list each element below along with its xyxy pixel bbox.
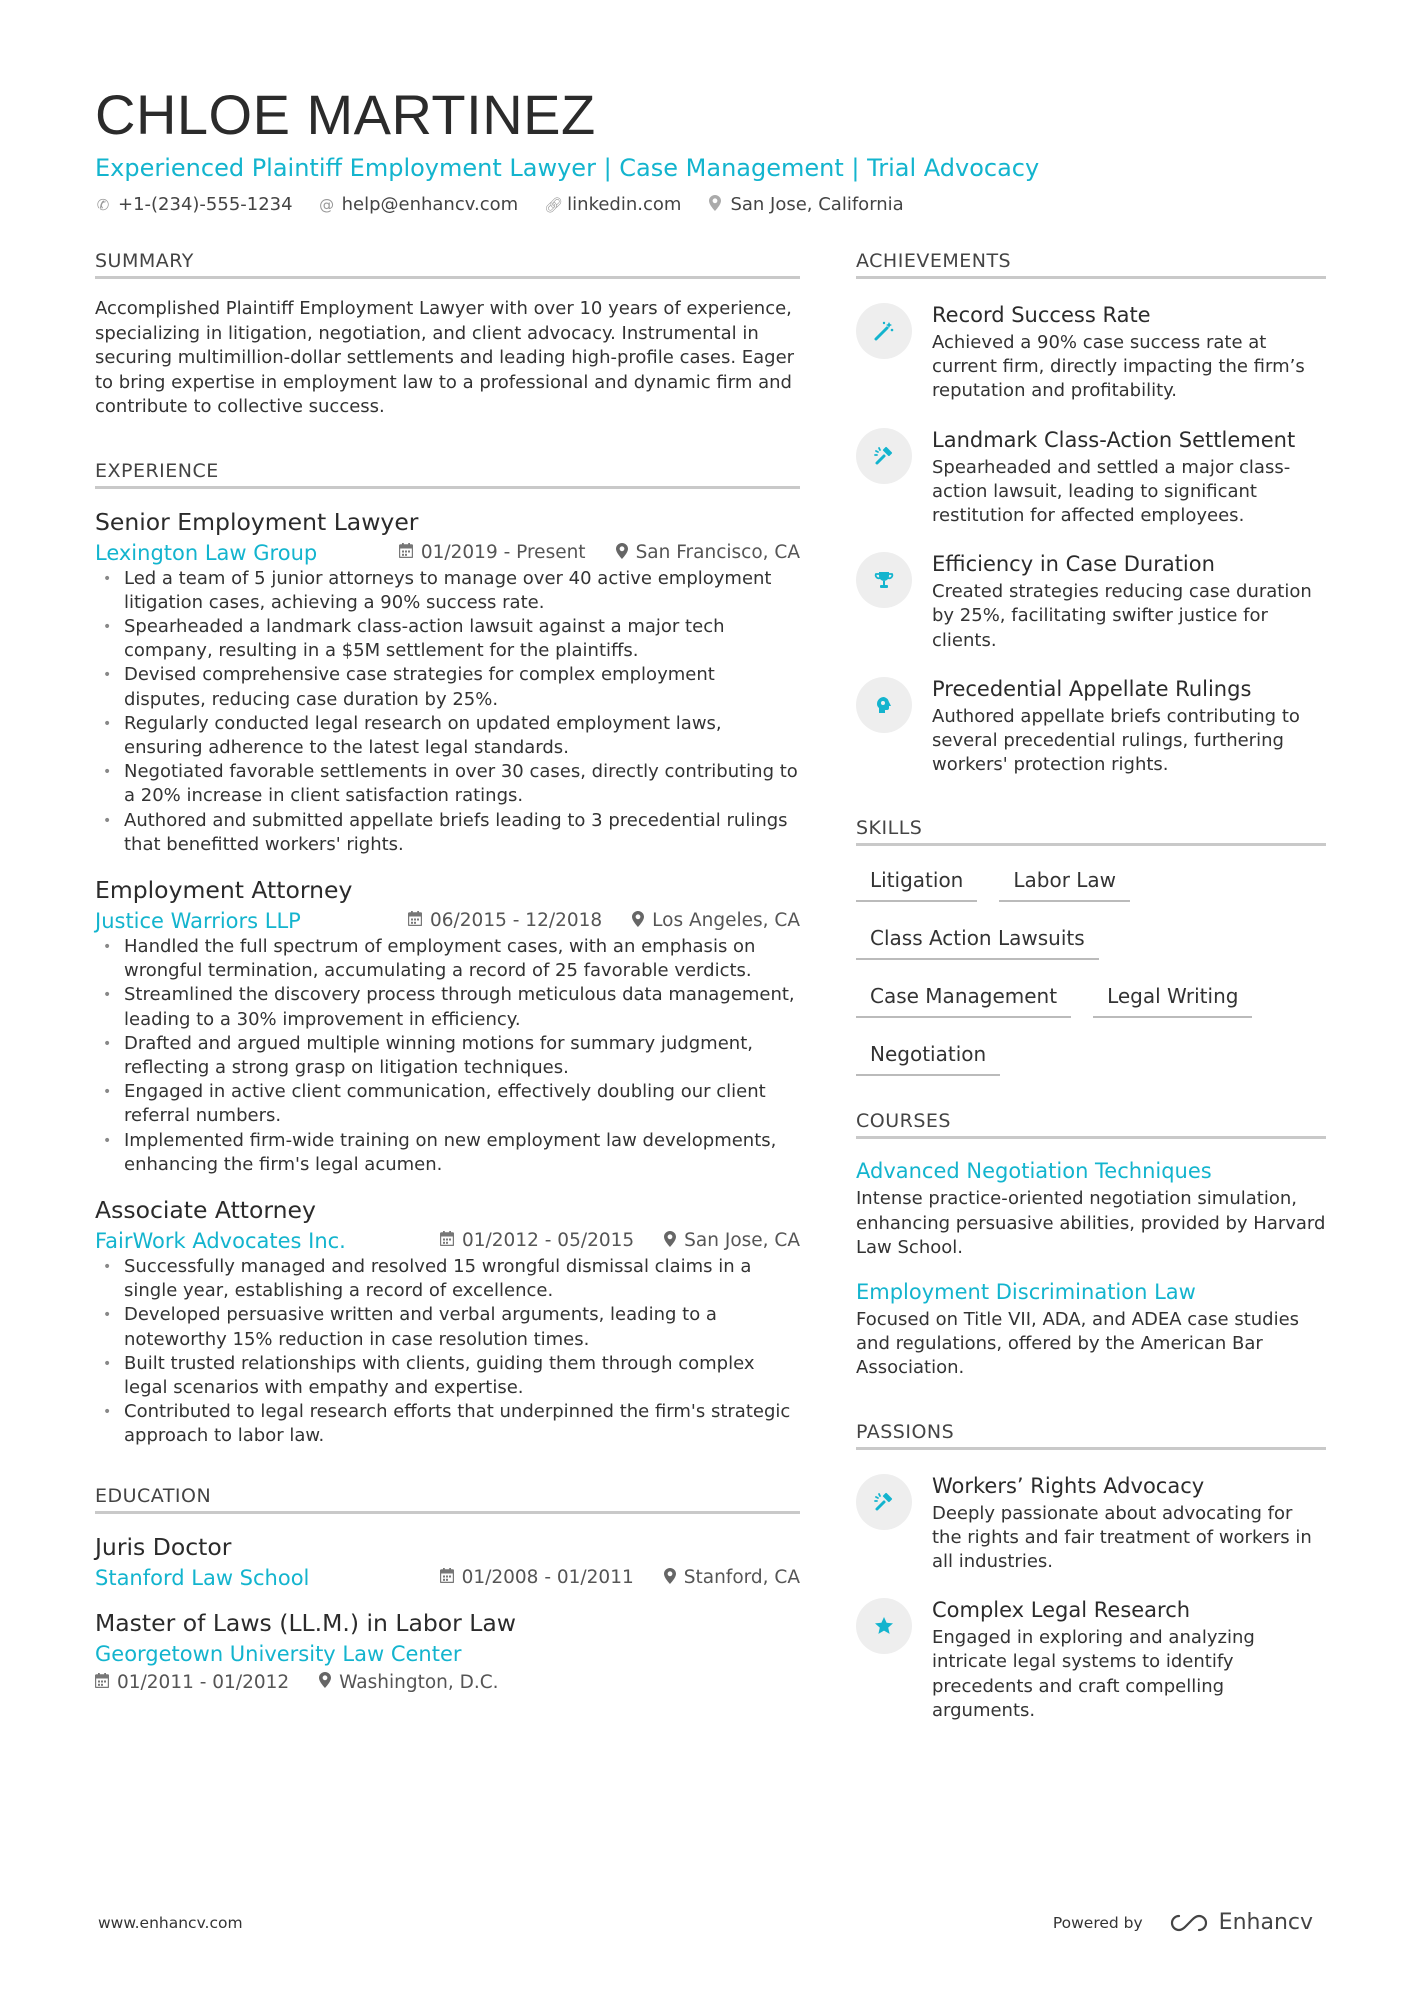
list-item: • Handled the full spectrum of employment cases, with an emphasis on wrongful termination, accumulating a record of 25 favorable verdicts. bbox=[95, 935, 800, 983]
list-item: • Devised comprehensive case strategies for complex employment disputes, reducing case duration by 25%. bbox=[95, 663, 800, 711]
education-school: Stanford Law School bbox=[95, 1565, 310, 1590]
section-title-courses: COURSES bbox=[856, 1110, 1326, 1139]
star-icon bbox=[856, 1598, 912, 1654]
achievement-desc: Spearheaded and settled a major class-action lawsuit, leading to significant restitution for affected employees. bbox=[932, 456, 1291, 527]
section-title-skills: SKILLS bbox=[856, 817, 1326, 846]
contact-phone[interactable] bbox=[95, 194, 293, 215]
course-title: Employment Discrimination Law bbox=[856, 1280, 1196, 1305]
hammer-icon bbox=[856, 1474, 912, 1530]
at-icon: @ bbox=[319, 195, 335, 214]
contact-location-text: San Jose, California bbox=[730, 194, 904, 215]
job-meta bbox=[95, 1229, 800, 1253]
passion-item bbox=[856, 1596, 1326, 1723]
list-item: • Negotiated favorable settlements in over 30 cases, directly contributing to a 20% increase in client satisfaction ratings. bbox=[95, 760, 800, 808]
course-desc: Focused on Title VII, ADA, and ADEA case studies and regulations, offered by the American Bar Association. bbox=[856, 1309, 1300, 1379]
footer-url[interactable]: www.enhancv.com bbox=[98, 1913, 243, 1932]
location-icon bbox=[664, 1568, 676, 1588]
hammer-icon bbox=[856, 428, 912, 484]
section-title-passions: PASSIONS bbox=[856, 1421, 1326, 1450]
education-dates: 01/2011 - 01/2012 bbox=[95, 1672, 289, 1693]
achievement-title: Record Success Rate bbox=[932, 303, 1151, 327]
skill-tag: Negotiation bbox=[856, 1036, 1000, 1076]
skill-tag: Labor Law bbox=[999, 862, 1130, 902]
job-location: San Francisco, CA bbox=[616, 542, 800, 563]
course-item bbox=[856, 1278, 1326, 1381]
education-dates: 01/2008 - 01/2011 bbox=[440, 1567, 634, 1588]
job-bullets bbox=[95, 567, 800, 857]
job-location: San Jose, CA bbox=[664, 1230, 800, 1251]
job-title: Employment Attorney bbox=[95, 875, 353, 904]
job-title: Associate Attorney bbox=[95, 1195, 316, 1224]
section-title-achievements: ACHIEVEMENTS bbox=[856, 250, 1326, 279]
job-dates: 01/2012 - 05/2015 bbox=[440, 1230, 634, 1251]
job-meta bbox=[95, 541, 800, 565]
calendar-icon bbox=[408, 911, 422, 930]
course-desc: Intense practice-oriented negotiation simulation, enhancing persuasive abilities, provided by Harvard Law School. bbox=[856, 1188, 1326, 1258]
achievement-item bbox=[856, 301, 1326, 404]
job-dates: 06/2015 - 12/2018 bbox=[408, 910, 602, 931]
right-column bbox=[856, 250, 1326, 1723]
job-meta bbox=[95, 909, 800, 933]
section-title-education: EDUCATION bbox=[95, 1485, 800, 1514]
contact-location bbox=[707, 194, 903, 215]
list-item: • Drafted and argued multiple winning motions for summary judgment, reflecting a strong grasp on litigation techniques. bbox=[95, 1032, 800, 1080]
section-title-summary: SUMMARY bbox=[95, 250, 800, 279]
section-title-experience: EXPERIENCE bbox=[95, 460, 800, 489]
resume-header bbox=[95, 80, 1325, 215]
list-item: • Streamlined the discovery process through meticulous data management, leading to a 30% improvement in efficiency. bbox=[95, 983, 800, 1031]
candidate-name: CHLOE MARTINEZ bbox=[95, 83, 596, 146]
enhancv-logo[interactable] bbox=[1167, 1910, 1313, 1935]
contact-linkedin[interactable] bbox=[544, 194, 681, 215]
passion-desc: Engaged in exploring and analyzing intricate legal systems to identify precedents and craft compelling arguments. bbox=[932, 1627, 1255, 1721]
calendar-icon bbox=[399, 543, 413, 562]
job-company: Lexington Law Group bbox=[95, 540, 318, 565]
achievement-item bbox=[856, 426, 1326, 529]
list-item: • Built trusted relationships with clients, guiding them through complex legal scenarios with empathy and expertise. bbox=[95, 1352, 800, 1400]
list-item: • Engaged in active client communication, effectively doubling our client referral numbers. bbox=[95, 1080, 800, 1128]
achievement-title: Efficiency in Case Duration bbox=[932, 552, 1215, 577]
list-item: • Spearheaded a landmark class-action lawsuit against a major tech company, resulting in a $5M settlement for the plaintiffs. bbox=[95, 615, 800, 663]
contact-linkedin-text: linkedin.com bbox=[567, 194, 682, 215]
page-footer bbox=[98, 1910, 1313, 1935]
job-title: Senior Employment Lawyer bbox=[95, 507, 419, 536]
left-column bbox=[95, 250, 800, 1693]
brain-icon bbox=[856, 677, 912, 733]
passion-title: Workers’ Rights Advocacy bbox=[932, 1473, 1205, 1498]
job-entry bbox=[95, 1195, 800, 1449]
candidate-tagline: Experienced Plaintiff Employment Lawyer | Case Management | Trial Advocacy bbox=[95, 154, 1040, 182]
calendar-icon bbox=[95, 1673, 109, 1692]
passion-item bbox=[856, 1472, 1326, 1575]
education-school: Georgetown University Law Center bbox=[95, 1641, 462, 1666]
achievement-item bbox=[856, 675, 1326, 778]
location-icon bbox=[616, 543, 628, 563]
course-title: Advanced Negotiation Techniques bbox=[856, 1159, 1212, 1184]
skill-tag: Litigation bbox=[856, 862, 977, 902]
list-item: • Developed persuasive written and verbal arguments, leading to a noteworthy 15% reduction in case resolution times. bbox=[95, 1303, 800, 1351]
education-location: Stanford, CA bbox=[664, 1567, 800, 1588]
magic-wand-icon bbox=[856, 303, 912, 359]
calendar-icon bbox=[440, 1231, 454, 1250]
summary-text: Accomplished Plaintiff Employment Lawyer with over 10 years of experience, specializing in litigation, negotiation, and client advocacy. Instrumental in securing multimillion-dollar settlements and leading high-profile cases. Eager to bring expertise in employment law to a professional and dynamic firm and contribute to collective success. bbox=[95, 298, 795, 417]
enhancv-logo-icon bbox=[1167, 1912, 1211, 1934]
contact-phone-text: +1-(234)-555-1234 bbox=[118, 194, 293, 215]
achievement-desc: Achieved a 90% case success rate at current firm, directly impacting the firm’s reputation and profitability. bbox=[932, 332, 1305, 402]
powered-by-label: Powered by bbox=[1052, 1913, 1143, 1932]
contact-email[interactable] bbox=[319, 194, 519, 215]
passion-title: Complex Legal Research bbox=[932, 1598, 1191, 1623]
list-item: • Successfully managed and resolved 15 wrongful dismissal claims in a single year, establishing a record of excellence. bbox=[95, 1255, 800, 1303]
list-item: • Led a team of 5 junior attorneys to manage over 40 active employment litigation cases, achieving a 90% success rate. bbox=[95, 567, 800, 615]
achievement-title: Precedential Appellate Rulings bbox=[932, 676, 1252, 701]
achievement-title: Landmark Class-Action Settlement bbox=[932, 427, 1296, 452]
job-company: FairWork Advocates Inc. bbox=[95, 1228, 346, 1253]
education-location: Washington, D.C. bbox=[319, 1672, 498, 1693]
phone-icon: ✆ bbox=[96, 195, 110, 214]
job-location: Los Angeles, CA bbox=[632, 910, 800, 931]
skill-tag: Case Management bbox=[856, 978, 1071, 1018]
job-bullets bbox=[95, 1255, 800, 1449]
achievement-desc: Created strategies reducing case duration by 25%, facilitating swifter justice for clients. bbox=[932, 581, 1312, 651]
link-icon: 🔗︎ bbox=[544, 195, 564, 214]
list-item: • Implemented firm-wide training on new employment law developments, enhancing the firm's legal acumen. bbox=[95, 1129, 800, 1177]
contact-email-text: help@enhancv.com bbox=[341, 194, 519, 215]
passion-desc: Deeply passionate about advocating for the rights and fair treatment of workers in all industries. bbox=[932, 1502, 1312, 1573]
brand-name: Enhancv bbox=[1218, 1910, 1313, 1935]
job-entry bbox=[95, 875, 800, 1177]
job-company: Justice Warriors LLP bbox=[95, 908, 301, 933]
list-item: • Authored and submitted appellate briefs leading to 3 precedential rulings that benefitted workers' rights. bbox=[95, 809, 800, 857]
list-item: • Regularly conducted legal research on updated employment laws, ensuring adherence to the latest legal standards. bbox=[95, 712, 800, 760]
list-item: • Contributed to legal research efforts that underpinned the firm's strategic approach to labor law. bbox=[95, 1400, 800, 1448]
course-item bbox=[856, 1157, 1326, 1260]
education-entry bbox=[95, 1608, 800, 1693]
achievement-item bbox=[856, 550, 1326, 653]
education-degree: Juris Doctor bbox=[95, 1532, 232, 1561]
job-dates: 01/2019 - Present bbox=[399, 542, 586, 563]
education-degree: Master of Laws (LL.M.) in Labor Law bbox=[95, 1608, 517, 1637]
location-icon bbox=[664, 1231, 676, 1251]
trophy-icon bbox=[856, 552, 912, 608]
contact-bar bbox=[95, 194, 1325, 215]
location-icon bbox=[707, 195, 723, 215]
job-bullets bbox=[95, 935, 800, 1177]
location-icon bbox=[632, 911, 644, 931]
calendar-icon bbox=[440, 1568, 454, 1587]
skill-tag: Class Action Lawsuits bbox=[856, 920, 1099, 960]
skills-list bbox=[856, 862, 1326, 1094]
achievement-desc: Authored appellate briefs contributing to several precedential rulings, furthering workers' protection rights. bbox=[932, 705, 1300, 776]
location-icon bbox=[319, 1672, 331, 1692]
skill-tag: Legal Writing bbox=[1093, 978, 1252, 1018]
education-entry bbox=[95, 1532, 800, 1590]
job-entry bbox=[95, 507, 800, 857]
